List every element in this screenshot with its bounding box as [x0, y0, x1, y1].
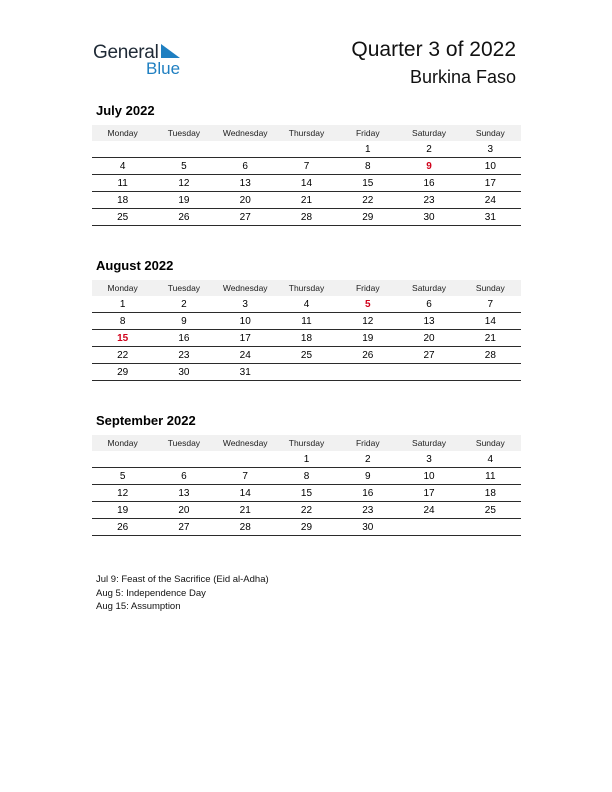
day-cell: 24	[423, 504, 435, 516]
weekday-label: Friday	[355, 128, 380, 138]
day-cell: 30	[362, 521, 374, 533]
day-cell: 25	[117, 211, 129, 223]
day-cell: 19	[117, 504, 129, 516]
weekday-label: Tuesday	[167, 438, 201, 448]
weekday-label: Thursday	[288, 438, 325, 448]
day-cell: 22	[117, 349, 129, 361]
day-cell: 20	[423, 332, 435, 344]
weeks-container	[92, 141, 521, 226]
weekday-label: Friday	[355, 283, 380, 293]
day-cell: 12	[362, 315, 374, 327]
day-cell: 4	[487, 453, 494, 465]
week-row	[92, 502, 521, 519]
day-cell: 13	[178, 487, 190, 499]
day-cell: 21	[239, 504, 251, 516]
month-title: August 2022	[96, 258, 174, 273]
weekday-label: Monday	[107, 438, 138, 448]
day-cell: 25	[484, 504, 496, 516]
day-cell: 13	[423, 315, 435, 327]
day-cell: 27	[423, 349, 435, 361]
day-cell: 24	[484, 194, 496, 206]
day-cell: 14	[484, 315, 496, 327]
logo-blue-text: Blue	[146, 59, 181, 78]
day-cell: 28	[300, 211, 313, 223]
day-cell: 7	[303, 160, 310, 172]
day-cell: 3	[487, 143, 494, 155]
day-cell: 30	[178, 366, 190, 378]
week-row	[92, 158, 521, 175]
day-cell: 10	[239, 315, 251, 327]
weekday-header	[92, 280, 521, 296]
day-cell: 15	[117, 332, 129, 344]
day-cell: 9	[426, 160, 432, 172]
weekday-label: Thursday	[288, 283, 325, 293]
day-cell: 19	[178, 194, 190, 206]
day-cell: 15	[300, 487, 313, 499]
day-cell: 16	[423, 177, 435, 189]
week-row	[92, 141, 521, 158]
day-cell: 18	[484, 487, 496, 499]
weekday-label: Monday	[107, 283, 138, 293]
weekday-label: Sunday	[475, 438, 505, 448]
day-cell: 19	[362, 332, 374, 344]
weekday-label: Tuesday	[167, 283, 201, 293]
week-row	[92, 519, 521, 536]
day-cell: 3	[426, 453, 432, 465]
day-cell: 10	[423, 470, 435, 482]
holiday-note: Aug 15: Assumption	[96, 601, 181, 612]
day-cell: 6	[181, 470, 187, 482]
weekday-header	[92, 125, 521, 141]
day-cell: 31	[239, 366, 251, 378]
day-cell: 12	[117, 487, 129, 499]
day-cell: 15	[362, 177, 374, 189]
weekday-label: Saturday	[412, 128, 447, 138]
generalblue-logo	[93, 40, 193, 80]
day-cell: 14	[239, 487, 251, 499]
holiday-note: Aug 5: Independence Day	[96, 587, 206, 599]
day-cell: 4	[119, 160, 126, 172]
day-cell: 4	[303, 298, 310, 310]
day-cell: 7	[487, 298, 494, 310]
day-cell: 21	[300, 194, 313, 206]
day-cell: 31	[484, 211, 496, 223]
day-cell: 17	[484, 177, 496, 189]
weekday-label: Thursday	[288, 128, 325, 138]
day-cell: 26	[362, 349, 374, 361]
day-cell: 22	[362, 194, 374, 206]
day-cell: 24	[239, 349, 251, 361]
day-cell: 30	[423, 211, 435, 223]
day-cell: 27	[178, 521, 190, 533]
day-cell: 6	[242, 160, 248, 172]
weeks-container	[92, 296, 521, 381]
day-cell: 18	[300, 332, 313, 344]
weekday-label: Wednesday	[222, 283, 268, 293]
month-block-july	[92, 103, 521, 226]
day-cell: 25	[300, 349, 313, 361]
weekday-label: Saturday	[412, 438, 447, 448]
day-cell: 17	[239, 332, 251, 344]
week-row	[92, 347, 521, 364]
day-cell: 17	[423, 487, 435, 499]
weeks-container	[92, 451, 521, 536]
weekday-label: Sunday	[475, 283, 505, 293]
day-cell: 10	[484, 160, 496, 172]
day-cell: 26	[178, 211, 190, 223]
week-row	[92, 364, 521, 381]
weekday-label: Saturday	[412, 283, 447, 293]
day-cell: 6	[426, 298, 432, 310]
day-cell: 9	[364, 470, 371, 482]
week-row	[92, 485, 521, 502]
day-cell: 23	[423, 194, 435, 206]
week-row	[92, 313, 521, 330]
day-cell: 23	[178, 349, 190, 361]
weekday-header	[92, 435, 521, 451]
holiday-notes	[96, 573, 269, 614]
week-row	[92, 209, 521, 226]
day-cell: 1	[119, 298, 126, 310]
day-cell: 1	[364, 143, 371, 155]
day-cell: 26	[117, 521, 129, 533]
weekday-label: Tuesday	[167, 128, 201, 138]
weekday-label: Friday	[355, 438, 380, 448]
day-cell: 11	[301, 315, 312, 327]
day-cell: 22	[300, 504, 313, 516]
week-row	[92, 192, 521, 209]
day-cell: 21	[484, 332, 496, 344]
week-row	[92, 451, 521, 468]
day-cell: 1	[303, 453, 310, 465]
country-name: Burkina Faso	[409, 67, 516, 87]
day-cell: 16	[362, 487, 374, 499]
day-cell: 20	[178, 504, 190, 516]
day-cell: 16	[178, 332, 190, 344]
day-cell: 23	[362, 504, 374, 516]
day-cell: 2	[426, 143, 432, 155]
weekday-label: Sunday	[475, 128, 505, 138]
week-row	[92, 330, 521, 347]
day-cell: 11	[117, 177, 128, 189]
day-cell: 13	[239, 177, 251, 189]
day-cell: 28	[239, 521, 251, 533]
day-cell: 14	[300, 177, 313, 189]
month-block-august	[92, 258, 521, 381]
week-row	[92, 296, 521, 313]
day-cell: 29	[362, 211, 374, 223]
weekday-label: Wednesday	[222, 438, 268, 448]
day-cell: 8	[364, 160, 371, 172]
weekday-label: Monday	[107, 128, 138, 138]
day-cell: 8	[119, 315, 126, 327]
holiday-note: Jul 9: Feast of the Sacrifice (Eid al-Adha)	[96, 574, 269, 585]
month-title: September 2022	[96, 413, 196, 428]
day-cell: 8	[303, 470, 310, 482]
day-cell: 27	[239, 211, 251, 223]
day-cell: 12	[178, 177, 190, 189]
day-cell: 3	[242, 298, 248, 310]
day-cell: 9	[181, 315, 187, 327]
day-cell: 11	[485, 470, 496, 482]
day-cell: 29	[117, 366, 129, 378]
week-row	[92, 175, 521, 192]
day-cell: 18	[117, 194, 129, 206]
day-cell: 2	[364, 453, 371, 465]
day-cell: 20	[239, 194, 251, 206]
day-cell: 5	[364, 298, 371, 310]
logo-triangle-icon	[159, 43, 181, 59]
day-cell: 29	[300, 521, 313, 533]
day-cell: 2	[181, 298, 187, 310]
page-title: Quarter 3 of 2022	[351, 38, 516, 61]
day-cell: 28	[484, 349, 496, 361]
day-cell: 5	[181, 160, 187, 172]
week-row	[92, 468, 521, 485]
month-title: July 2022	[96, 103, 155, 118]
day-cell: 7	[242, 470, 248, 482]
logo-general-text: General	[93, 42, 159, 63]
weekday-label: Wednesday	[222, 128, 268, 138]
month-block-september	[92, 413, 521, 536]
day-cell: 5	[119, 470, 126, 482]
